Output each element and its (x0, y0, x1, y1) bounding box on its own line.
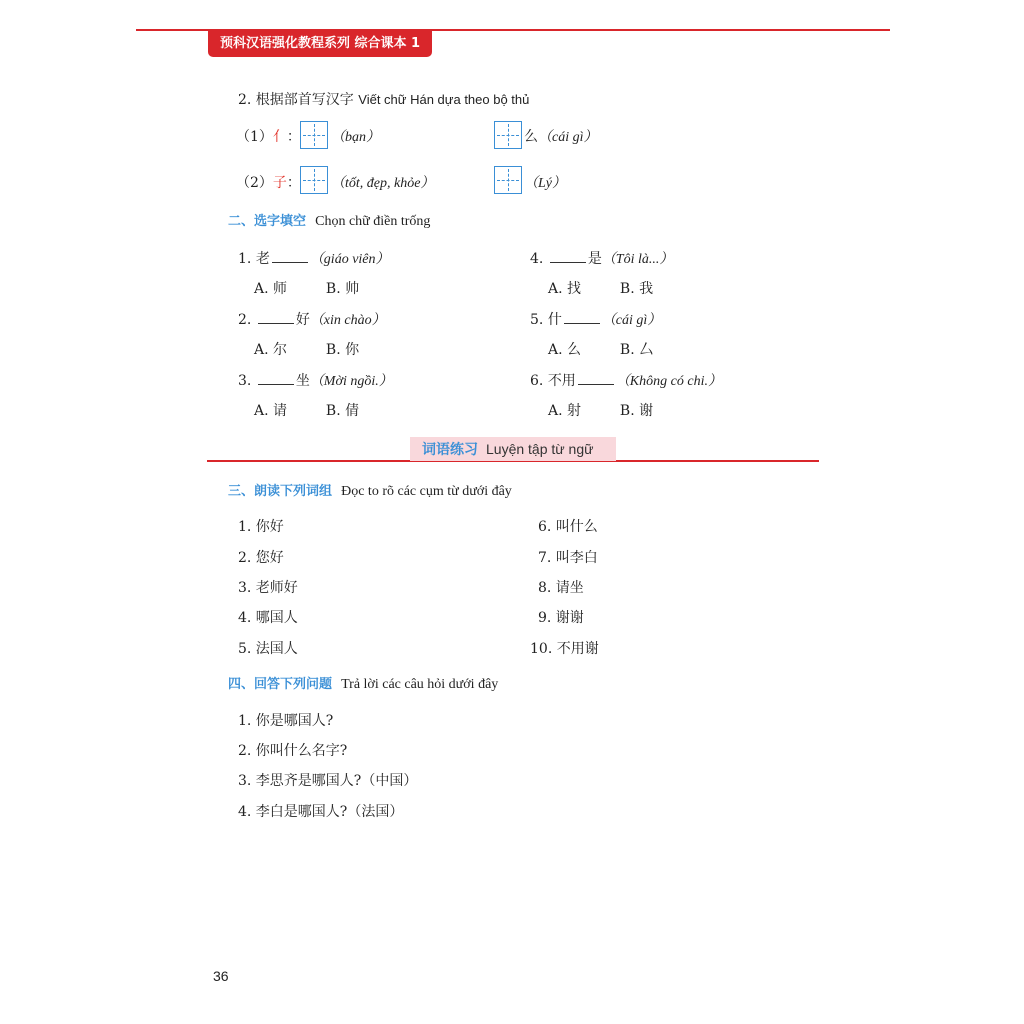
ex2-row1-label (236, 126, 301, 146)
fill-item-2: 2. 好（xin chào） (238, 309, 386, 329)
sec3-heading-vn: Đọc to rõ các cụm từ dưới đây (341, 484, 512, 499)
radical: 亻 (272, 129, 287, 145)
list-item: 4. 哪国人 (238, 610, 298, 626)
sec4-heading-vn: Trả lời các câu hỏi dưới đây (341, 677, 499, 692)
sec4-heading (228, 673, 498, 693)
fill-item-6: 6. 不用 （Không có chi.） (530, 370, 722, 390)
option-b[interactable]: B. 倩 (325, 403, 360, 419)
list-item: 6. 叫什么 (538, 519, 598, 535)
sec2-heading (228, 210, 430, 230)
answer-blank[interactable] (258, 370, 294, 385)
ex2-row2-label (236, 172, 301, 192)
option-a[interactable]: A. 尔 (254, 342, 288, 358)
option-b[interactable]: B. 我 (619, 281, 654, 297)
sec2-heading-vn: Chọn chữ điền trống (315, 214, 431, 229)
list-item: 5. 法国人 (238, 641, 298, 657)
option-b[interactable]: B. 帅 (325, 281, 360, 297)
radical: 子 (272, 175, 287, 191)
list-item: 3. 老师好 (238, 580, 298, 596)
fill-item-6-options (548, 400, 653, 420)
row-number: （2） (236, 175, 273, 191)
section-label-box (410, 437, 616, 461)
suffix-char: 么 (524, 129, 538, 145)
ex2-title-vn: Viết chữ Hán dựa theo bộ thủ (358, 92, 530, 107)
question-item: 4. 李白是哪国人?（法国） (238, 804, 404, 820)
list-item: 9. 谢谢 (538, 610, 584, 626)
option-a[interactable]: A. 射 (548, 403, 582, 419)
list-item: 1. 你好 (238, 519, 284, 535)
list-item: 7. 叫李白 (538, 550, 598, 566)
sec2-heading-cn: 二、选字填空 (228, 214, 307, 229)
section-label-cn: 词语练习 (422, 442, 478, 458)
fill-item-1-options (254, 278, 359, 298)
answer-blank[interactable] (258, 309, 294, 324)
row-number: （1） (236, 129, 273, 145)
fill-item-5-options (548, 339, 653, 359)
answer-blank[interactable] (272, 248, 308, 263)
fill-item-2-options (254, 339, 359, 359)
sec3-heading-cn: 三、朗读下列词组 (228, 484, 333, 499)
writing-grid-box[interactable] (494, 166, 522, 194)
ex2-title-cn: 2. 根据部首写汉字 (238, 92, 354, 108)
sec3-heading (228, 480, 512, 500)
option-b[interactable]: B. 厶 (619, 342, 654, 358)
colon: ： (286, 175, 301, 191)
list-item: 2. 您好 (238, 550, 284, 566)
ex2-row2-hint1: （tốt, đẹp, khỏe） (331, 176, 435, 191)
option-a[interactable]: A. 找 (548, 281, 582, 297)
ex2-row2-hint2: （Lý） (524, 176, 566, 191)
fill-item-3-options (254, 400, 359, 420)
question-item: 3. 李思齐是哪国人?（中国） (238, 773, 418, 789)
ex2-title (238, 89, 529, 109)
writing-grid-box[interactable] (300, 121, 328, 149)
sec4-heading-cn: 四、回答下列问题 (228, 677, 333, 692)
writing-grid-box[interactable] (494, 121, 522, 149)
fill-item-4-options (548, 278, 653, 298)
option-a[interactable]: A. 么 (548, 342, 582, 358)
page-number: 36 (213, 968, 229, 984)
option-b[interactable]: B. 谢 (619, 403, 654, 419)
list-item: 8. 请坐 (538, 580, 584, 596)
option-b[interactable]: B. 你 (325, 342, 360, 358)
ex2-row1-hint1: （bạn） (331, 130, 380, 145)
writing-grid-box[interactable] (300, 166, 328, 194)
answer-blank[interactable] (564, 309, 600, 324)
list-item: 10. 不用谢 (530, 641, 599, 657)
option-a[interactable]: A. 师 (254, 281, 288, 297)
fill-item-3: 3. 坐（Mời ngồi.） (238, 370, 393, 390)
option-a[interactable]: A. 请 (254, 403, 288, 419)
answer-blank[interactable] (578, 370, 614, 385)
series-banner: 预科汉语强化教程系列 综合课本 1 (208, 31, 432, 57)
fill-item-5: 5. 什 （cái gì） (530, 309, 661, 329)
fill-item-1: 1. 老 （giáo viên） (238, 248, 390, 268)
ex2-row1-part2 (524, 126, 598, 146)
colon: ： (286, 129, 301, 145)
question-item: 1. 你是哪国人? (238, 713, 334, 729)
hint: （cái gì） (538, 130, 598, 145)
question-item: 2. 你叫什么名字? (238, 743, 348, 759)
section-label-vn: Luyện tập từ ngữ (486, 441, 594, 457)
answer-blank[interactable] (550, 248, 586, 263)
fill-item-4: 4. 是（Tôi là...） (530, 248, 673, 268)
